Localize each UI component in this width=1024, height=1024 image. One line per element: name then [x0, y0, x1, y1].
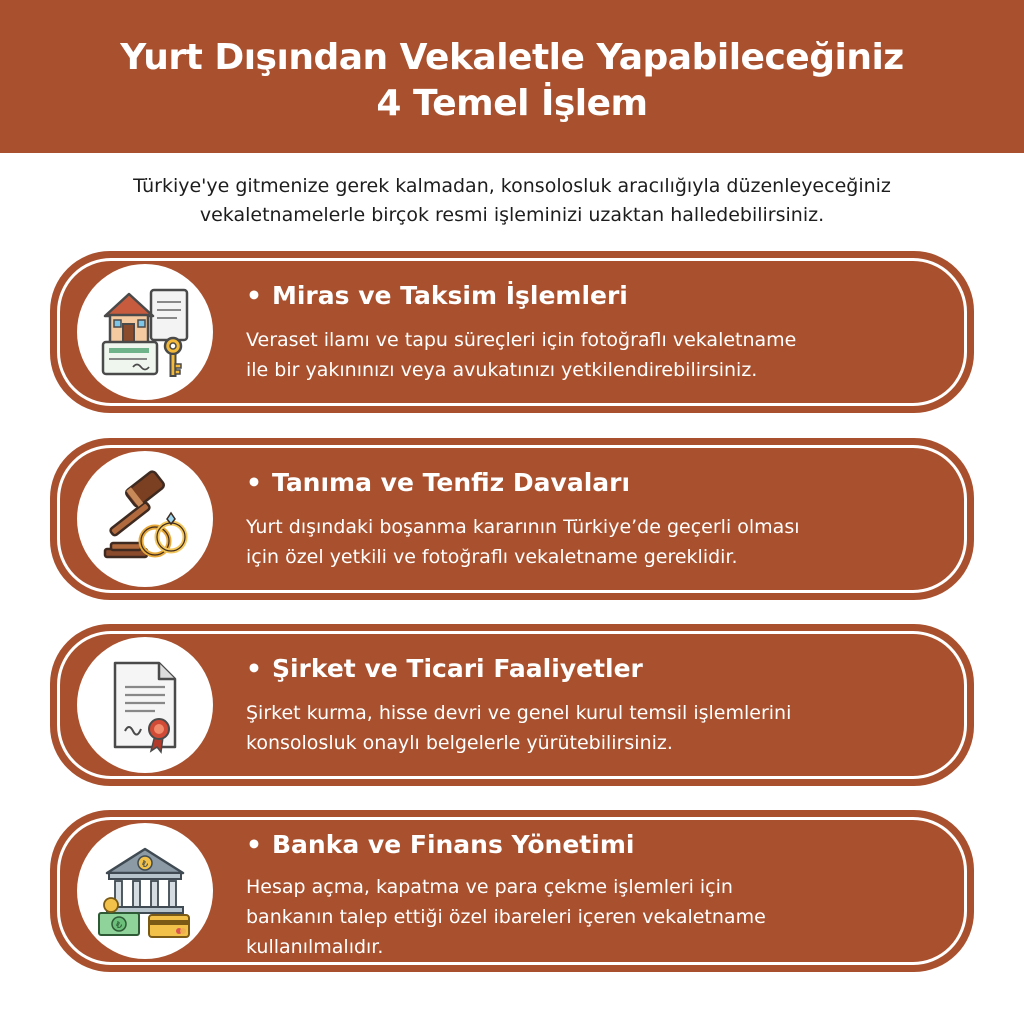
intro-text [30, 172, 994, 230]
bank-money-card-icon [77, 823, 213, 959]
bullet-icon: • [246, 468, 262, 497]
svg-text:₺: ₺ [141, 859, 149, 870]
card-title: • Şirket ve Ticari Faaliyetler [246, 654, 643, 683]
card-title: • Banka ve Finans Yönetimi [246, 830, 635, 859]
gavel-rings-icon [77, 451, 213, 587]
bullet-icon: • [246, 654, 262, 683]
card-description: Yurt dışındaki boşanma kararının Türkiye’de geçerli olması için özel yetkili ve fotoğraflı vekaletname gereklidir. [246, 516, 800, 568]
card-description: Veraset ilamı ve tapu süreçleri için fotoğraflı vekaletname ile bir yakınınızı veya avukatınızı yetkilendirebilirsiniz. [246, 329, 797, 381]
card-title: • Tanıma ve Tenfiz Davaları [246, 468, 631, 497]
header-banner [0, 0, 1024, 153]
card-banka [50, 810, 974, 972]
intro-line2: vekaletnamelerle birçok resmi işleminizi uzaktan halledebilirsiniz. [199, 204, 825, 226]
page-title-line1: Yurt Dışından Vekaletle Yapabileceğiniz [120, 37, 904, 78]
certificate-document-icon [77, 637, 213, 773]
card-sirket [50, 624, 974, 786]
card-tanima [50, 438, 974, 600]
intro-line1: Türkiye'ye gitmenize gerek kalmadan, konsolosluk aracılığıyla düzenleyeceğiniz [133, 175, 891, 197]
page-title-line2: 4 Temel İşlem [376, 83, 648, 124]
page-title [0, 0, 1024, 127]
card-title: • Miras ve Taksim İşlemleri [246, 281, 628, 310]
bullet-icon: • [246, 281, 262, 310]
svg-text:₺: ₺ [115, 920, 123, 931]
card-miras [50, 251, 974, 413]
card-description: Hesap açma, kapatma ve para çekme işlemleri için bankanın talep ettiği özel ibareleri içeren vekaletname kullanılmalıdır. [246, 876, 766, 958]
house-document-key-icon [77, 264, 213, 400]
card-description: Şirket kurma, hisse devri ve genel kurul temsil işlemlerini konsolosluk onaylı belgelerle yürütebilirsiniz. [246, 702, 792, 754]
bullet-icon: • [246, 830, 262, 859]
